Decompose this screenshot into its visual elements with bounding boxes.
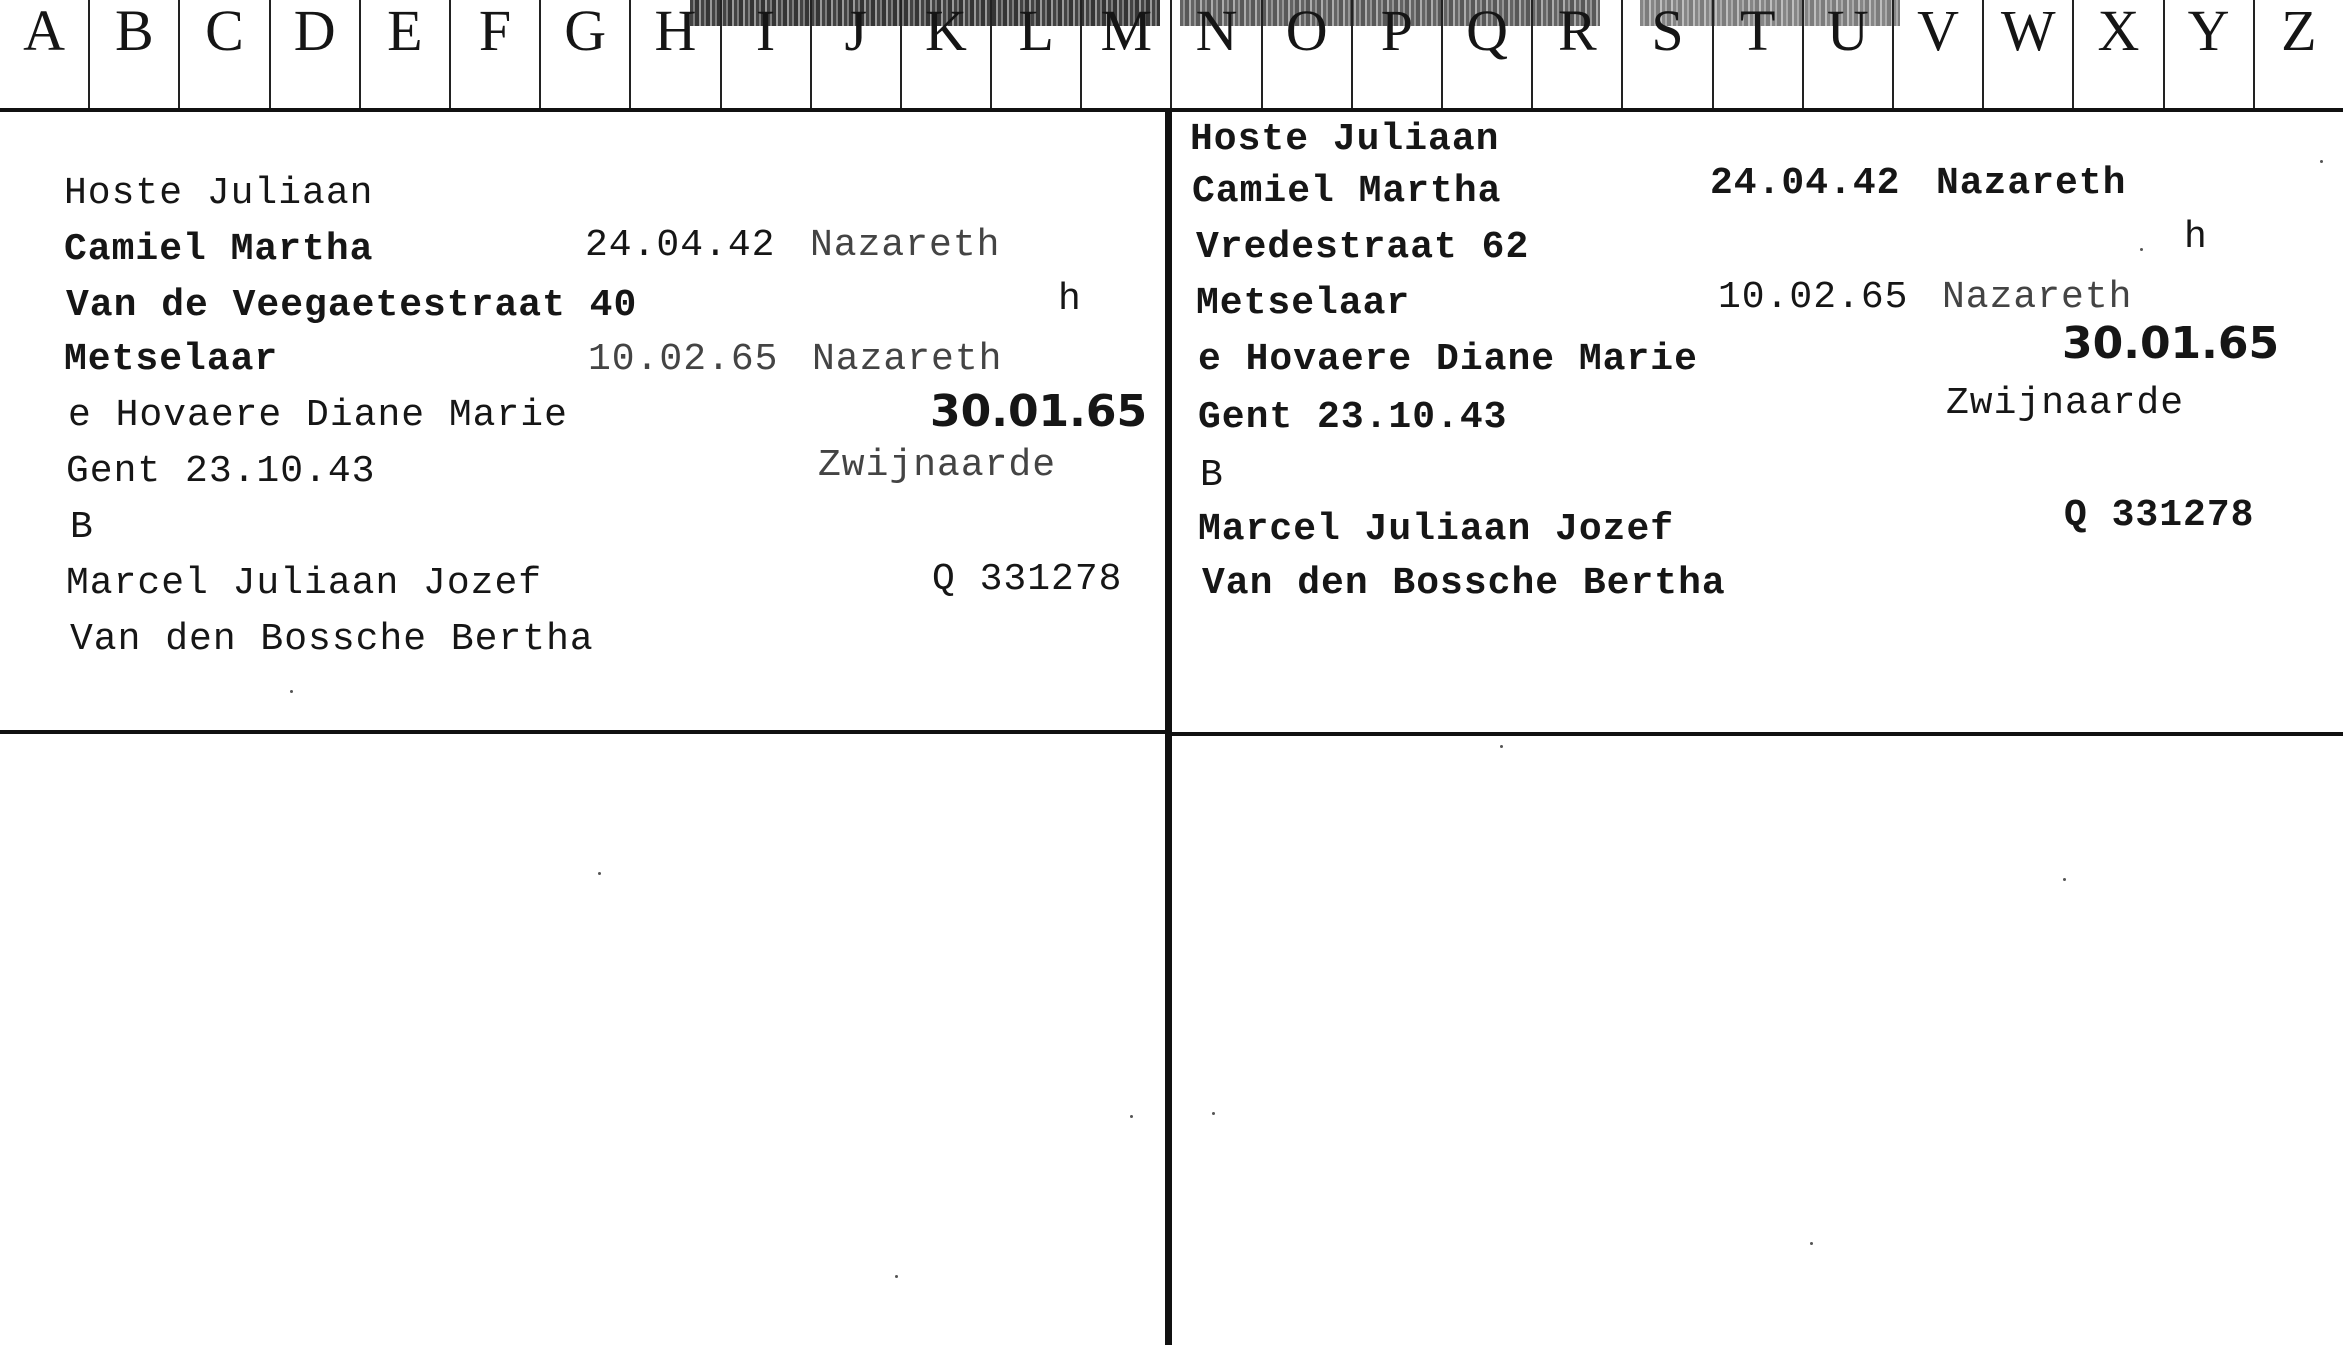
index-letter-i: I (722, 0, 812, 108)
parents-line: Camiel Martha (1192, 170, 1502, 213)
reference-number: Q 331278 (932, 558, 1123, 601)
scan-speck (1810, 1242, 1813, 1245)
spouse-mother-line: Van den Bossche Bertha (70, 618, 594, 661)
marker-h: h (2184, 216, 2208, 259)
scan-speck (895, 1275, 898, 1278)
alphabet-index-strip (0, 0, 2343, 112)
index-letter-m: M (1082, 0, 1172, 108)
index-letter-u: U (1804, 0, 1894, 108)
index-letter-z: Z (2281, 0, 2317, 63)
index-letter-k: K (902, 0, 992, 108)
scan-speck (1130, 1115, 1133, 1118)
address-line: Van de Veegaetestraat 40 (66, 284, 638, 327)
occupation-line: Metselaar (64, 338, 279, 381)
index-letter-d: D (271, 0, 361, 108)
birth-date: 24.04.42 (585, 224, 776, 267)
spouse-birth-line: Gent 23.10.43 (66, 450, 376, 493)
spouse-mother-line: Van den Bossche Bertha (1202, 562, 1726, 605)
scan-speck (1212, 1112, 1215, 1115)
name-line: Hoste Juliaan (64, 172, 374, 215)
spouse-parents-line: Marcel Juliaan Jozef (66, 562, 543, 605)
marriage-date: 10.02.65 (588, 338, 779, 381)
index-letter-f: F (451, 0, 541, 108)
marriage-place: Nazareth (812, 338, 1003, 381)
index-letter-t: T (1714, 0, 1804, 108)
parents-line: Camiel Martha (64, 228, 374, 271)
horizontal-divider-right (1172, 732, 2343, 736)
vertical-divider (1165, 112, 1172, 1345)
marriage-place: Nazareth (1942, 276, 2133, 319)
name-line: Hoste Juliaan (1190, 118, 1500, 161)
index-letter-o: O (1263, 0, 1353, 108)
index-letter-b: B (90, 0, 180, 108)
index-letter-l: L (992, 0, 1082, 108)
index-letter-c: C (180, 0, 270, 108)
index-letter-e: E (361, 0, 451, 108)
handwritten-date: 30.01.65 (2062, 318, 2280, 369)
scan-speck (1500, 745, 1503, 748)
index-letter-x: X (2074, 0, 2164, 108)
code-b: B (70, 506, 94, 549)
index-letter-r: R (1533, 0, 1623, 108)
code-b: B (1200, 454, 1224, 497)
handwritten-date: 30.01.65 (930, 386, 1148, 437)
index-letter-v: V (1894, 0, 1984, 108)
scan-speck (290, 690, 293, 693)
index-letter-a: A (0, 0, 90, 108)
spouse-line: e Hovaere Diane Marie (1198, 338, 1698, 381)
scan-speck (2140, 248, 2143, 251)
index-letter-q: Q (1443, 0, 1533, 108)
spouse-parents-line: Marcel Juliaan Jozef (1198, 508, 1675, 551)
record-card-right (1174, 112, 2343, 732)
index-letter-p: P (1353, 0, 1443, 108)
marriage-date: 10.02.65 (1718, 276, 1909, 319)
birth-date: 24.04.42 (1710, 162, 1901, 205)
horizontal-divider-left (0, 730, 1165, 734)
occupation-line: Metselaar (1196, 282, 1411, 325)
index-letter-n: N (1172, 0, 1262, 108)
record-card-left (0, 112, 1165, 732)
address-line: Vredestraat 62 (1196, 226, 1530, 269)
index-letter-y: Y (2165, 0, 2255, 108)
spouse-line: e Hovaere Diane Marie (68, 394, 568, 437)
reference-number: Q 331278 (2064, 494, 2255, 537)
birth-place: Nazareth (1936, 162, 2127, 205)
scan-speck (598, 872, 601, 875)
alphabet-index-letters (0, 0, 2343, 108)
scan-speck (2063, 878, 2066, 881)
marker-h: h (1058, 278, 1082, 321)
spouse-residence: Zwijnaarde (818, 444, 1057, 487)
birth-place: Nazareth (810, 224, 1001, 267)
index-letter-h: H (631, 0, 721, 108)
index-letter-j: J (812, 0, 902, 108)
spouse-birth-line: Gent 23.10.43 (1198, 396, 1508, 439)
spouse-residence: Zwijnaarde (1946, 382, 2185, 425)
index-letter-w: W (1984, 0, 2074, 108)
index-letter-g: G (541, 0, 631, 108)
scan-speck (2320, 160, 2323, 163)
index-letter-s: S (1623, 0, 1713, 108)
